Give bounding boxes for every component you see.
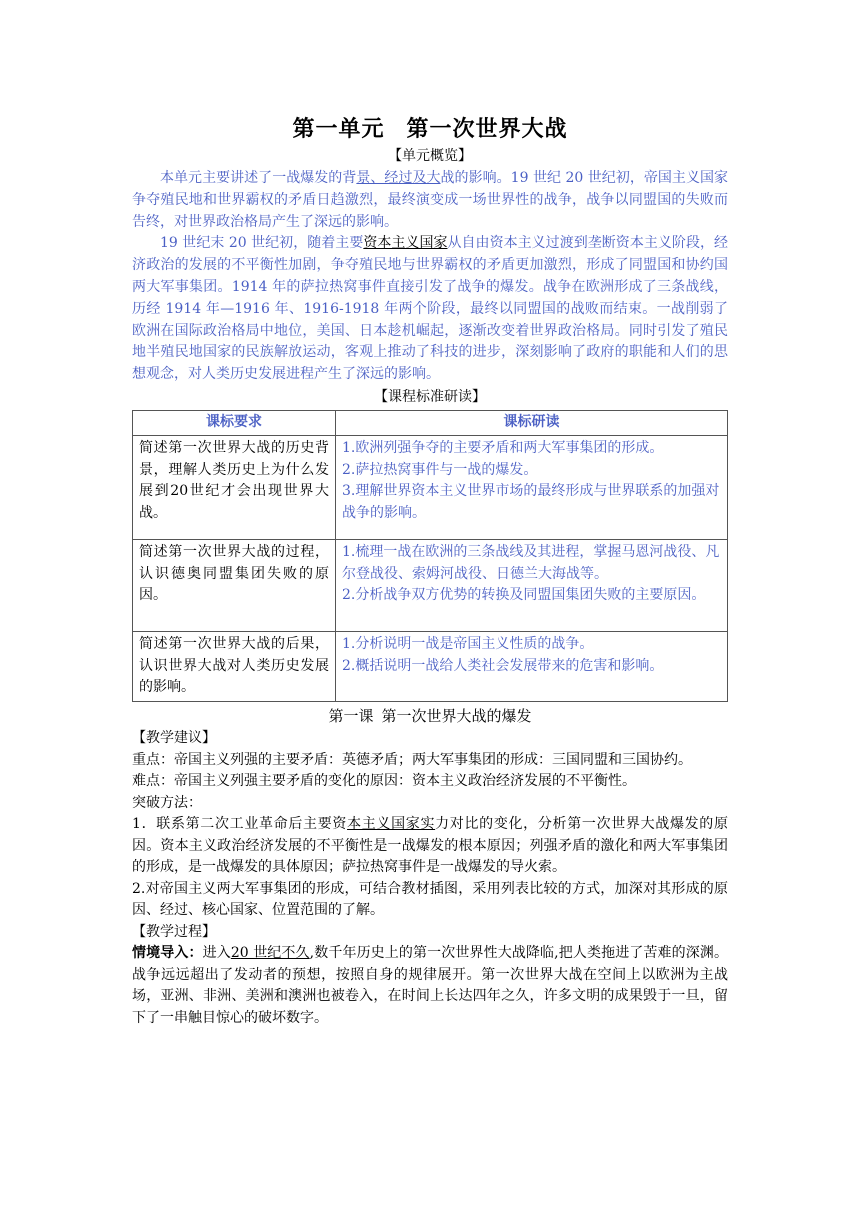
- overview-paragraph-2: [132, 233, 728, 386]
- teaching-advice-heading: 【教学建议】: [132, 730, 216, 747]
- overview-heading: 【单元概览】: [388, 148, 472, 164]
- table-cell-reading: [336, 539, 728, 631]
- method-1: [132, 814, 728, 879]
- unit-title-part2: 第一次世界大战: [406, 116, 568, 142]
- intro-label: 情境导入：: [132, 945, 203, 962]
- overview-p2-text-c: 从自由资本主义过渡到垄断资本主义阶段，经济政治的发展的不平衡性加剧，争夺殖民地与世界霸权的矛盾更加激烈，形成了同盟国和协约国两大军事集团。1914 年的萨拉热窝事件直接引发了战争的爆发。战争在欧洲形成了三条战线，历经 1914 年—1916 年、1916-1918 年两个阶段，最终以同盟国的战败而结束。一战削弱了欧洲在国际政治格局中地位，美国、日本趁机崛起，逐渐改变着世界政治格局。同时引发了殖民地半殖民地国家的民族解放运动，客观上推动了科技的进步，深刻影响了政府的职能和人们的思想观念，对人类历史发展进程产生了深远的影响。: [132, 235, 728, 383]
- scenario-intro: [132, 943, 728, 1029]
- reading-point: 1.欧洲列强争夺的主要矛盾和两大军事集团的形成。: [342, 439, 664, 456]
- intro-underlined: 20 世纪不久: [230, 945, 310, 962]
- table-header-reading: 课标研读: [336, 410, 728, 435]
- method1-underlined: 本主义国家实: [347, 816, 436, 833]
- reading-point: 1.梳理一战在欧洲的三条战线及其进程，掌握马恩河战役、凡尔登战役、索姆河战役、日德兰大海战等。: [342, 543, 720, 582]
- overview-p2-underlined: 资本主义国家: [363, 235, 448, 252]
- reading-point: 2.萨拉热窝事件与一战的爆发。: [342, 461, 538, 478]
- reading-point: 1.分析说明一战是帝国主义性质的战争。: [342, 635, 594, 652]
- standards-heading: 【课程标准研读】: [374, 388, 486, 405]
- reading-point: 3.理解世界资本主义世界市场的最终形成与世界联系的加强对战争的影响。: [342, 483, 720, 522]
- reading-point: 2.分析战争双方优势的转换及同盟国集团失败的主要原因。: [342, 587, 706, 604]
- curriculum-standards-table: [132, 410, 728, 702]
- intro-text-c: ,数千年历史上的第一次世界性大战降临,把人类拖进了苦难的深渊。战争远远超出了发动者的预想，按照自身的规律展开。第一次世界大战在空间上以欧洲为主战场，亚洲、非洲、美洲和澳洲也被卷入，在时间上长达四年之久，许多文明的成果毁于一旦，留下了一串触目惊心的破坏数字。: [132, 945, 729, 1026]
- overview-p1-underlined: 景、经过及大: [356, 170, 441, 186]
- table-header-row: [133, 410, 728, 435]
- unit-title-part1: 第一单元: [292, 116, 385, 142]
- method-2: 2.对帝国主义两大军事集团的形成，可结合教材插图，采用列表比较的方式，加深对其形成的原因、经过、核心国家、位置范围的了解。: [132, 880, 728, 919]
- key-point-text: 重点：帝国主义列强的主要矛盾：英德矛盾；两大军事集团的形成：三国同盟和三国协约。: [132, 751, 692, 768]
- document-page: [132, 112, 728, 1029]
- table-cell-reading: [336, 435, 728, 539]
- table-row: [133, 435, 728, 539]
- table-row: [133, 631, 728, 701]
- overview-p1-text-c: 战的影响。19 世纪 20 世纪初，帝国主义国家争夺殖民地和世界霸权的矛盾日趋激烈，最终演变成一场世界性的战争，战争以同盟国的失败而告终，对世界政治格局产生了深远的影响。: [132, 170, 729, 230]
- lesson-title: [132, 704, 728, 728]
- table-cell-requirement: 简述第一次世界大战的过程，认识德奥同盟集团失败的原因。: [133, 539, 336, 631]
- lesson-title-part2: 第一次世界大战的爆发: [381, 707, 532, 726]
- method-label: 突破方法：: [132, 794, 202, 811]
- difficulty-text: 难点：帝国主义列强主要矛盾的变化的原因：资本主义政治经济发展的不平衡性。: [132, 773, 636, 790]
- overview-paragraph-1: [132, 168, 728, 233]
- overview-p1-text-a: 本单元主要讲述了一战爆发的背: [160, 170, 357, 186]
- method1-text-c: 力对比的变化，分析第一次世界大战爆发的原因。资本主义政治经济发展的不平衡性是一战爆发的根本原因；列强矛盾的激化和两大军事集团的形成，是一战爆发的具体原因；萨拉热窝事件是一战爆发的导火索。: [132, 816, 728, 876]
- table-cell-requirement: 简述第一次世界大战的历史背景，理解人类历史上为什么发展到20世纪才会出现世界大战。: [133, 435, 336, 539]
- table-row: [133, 539, 728, 631]
- reading-point: 2.概括说明一战给人类社会发展带来的危害和影响。: [342, 657, 664, 674]
- method1-text-a: 1．联系第二次工业革命后主要资: [132, 816, 348, 833]
- table-header-requirement: 课标要求: [133, 410, 336, 435]
- teaching-process-heading: 【教学过程】: [132, 923, 216, 940]
- lesson-title-part1: 第一课: [328, 707, 374, 726]
- table-cell-requirement: 简述第一次世界大战的后果，认识世界大战对人类历史发展的影响。: [133, 631, 336, 701]
- intro-text-a: 进入: [202, 945, 231, 962]
- overview-p2-text-a: 19 世纪末 20 世纪初，随着主要: [160, 235, 364, 252]
- table-cell-reading: [336, 631, 728, 701]
- unit-title: [132, 112, 728, 146]
